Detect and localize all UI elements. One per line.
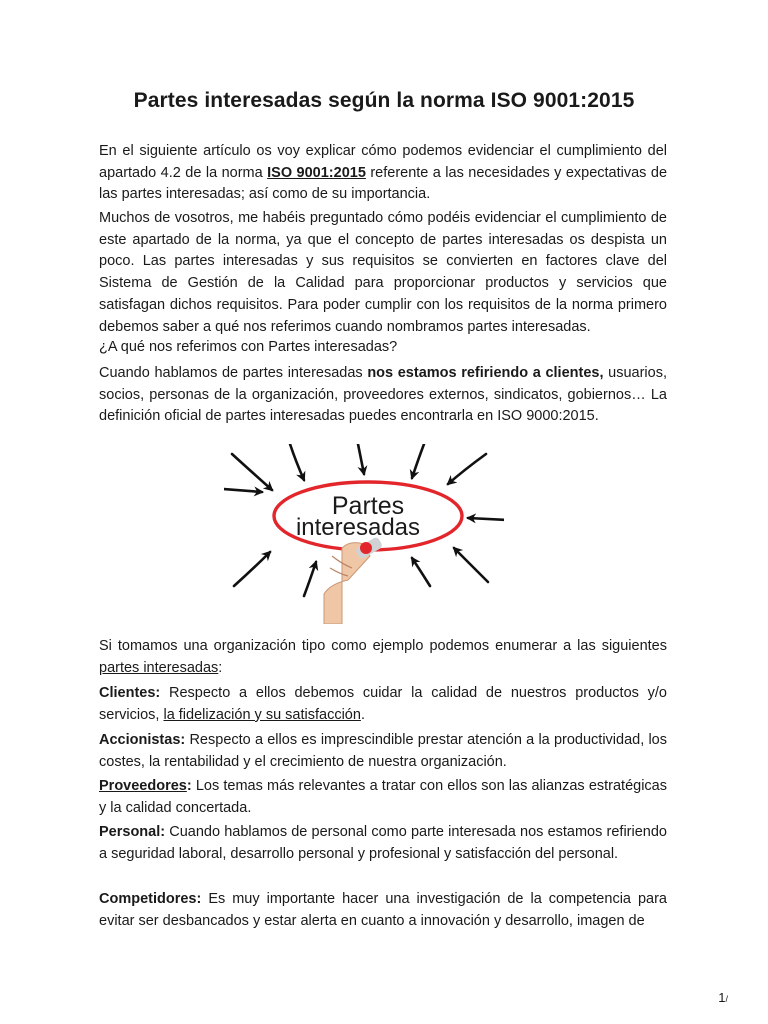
- intro-paragraph: [99, 141, 667, 206]
- intro-text: En el siguiente artículo os voy explicar cómo podemos evidenciar el cumplimiento del apartado 4.2 de la norma: [99, 143, 667, 181]
- iso-link[interactable]: ISO 9001:2015: [267, 164, 366, 181]
- accionistas-label: Accionistas:: [99, 732, 186, 748]
- definition-paragraph: [99, 363, 667, 428]
- proveedores-paragraph: [99, 776, 667, 819]
- proveedores-link[interactable]: Proveedores: [99, 778, 187, 794]
- clientes-text: Respecto a ellos debemos cuidar la calidad de nuestros productos y/o servicios,: [99, 685, 667, 723]
- question-paragraph: ¿A qué nos referimos con Partes interesadas?: [99, 339, 398, 355]
- enumerate-text: Si tomamos una organización tipo como ejemplo podemos enumerar a las siguientes: [99, 638, 667, 654]
- clientes-paragraph: [99, 683, 667, 726]
- hand-with-marker: [324, 536, 383, 624]
- page-number-slash: /: [725, 994, 728, 1004]
- page-number: [718, 990, 728, 1005]
- competidores-text: Es muy importante hacer una investigación de la competencia para evitar ser desbancados y estar alerta en cuanto a innovación y desarrollo, imagen de: [99, 891, 667, 929]
- competidores-paragraph: [99, 889, 667, 932]
- intro-text-end: referente a las necesidades y expectativas de las partes interesadas; así como de su importancia.: [99, 164, 668, 203]
- clientes-end: .: [360, 706, 365, 723]
- personal-paragraph: [99, 822, 667, 865]
- enumerate-colon: :: [218, 659, 223, 676]
- page-title: Partes interesadas según la norma ISO 9001:2015: [133, 89, 635, 112]
- proveedores-text: Los temas más relevantes a tratar con ellos son las alianzas estratégicas y la calidad concertada.: [99, 778, 667, 816]
- clientes-label: Clientes:: [99, 685, 161, 701]
- personal-text: Cuando hablamos de personal como parte interesada nos estamos refiriendo a seguridad laboral, desarrollo personal y profesional y satisfacción del personal.: [99, 824, 667, 862]
- page-number-value: 1: [718, 990, 726, 1005]
- personal-label: Personal:: [99, 824, 166, 840]
- enumerate-paragraph: [99, 636, 667, 679]
- fidelizacion-link[interactable]: la fidelización y su satisfacción: [163, 706, 361, 723]
- accionistas-paragraph: [99, 730, 667, 773]
- image-text-interesadas: interesadas: [295, 514, 421, 541]
- image-text-partes: Partes: [331, 492, 405, 520]
- definition-text-end: usuarios, socios, personas de la organización, proveedores externos, sindicatos, gobiernos… La definición oficial de partes interesadas puedes encontrarla en ISO 9000:2015.: [99, 365, 667, 425]
- partes-interesadas-illustration: [224, 444, 504, 624]
- definition-text: Cuando hablamos de partes interesadas: [99, 365, 368, 381]
- partes-interesadas-link[interactable]: partes interesadas: [99, 659, 219, 676]
- paragraph-2: Muchos de vosotros, me habéis preguntado cómo podéis evidenciar el cumplimiento de este apartado de la norma, ya que el concepto de partes interesadas os despista un poco. Las partes interesadas y sus requisitos se convierten en factores clave del Sistema de Gestión de la Calidad para proporcionar productos y servicios que satisfagan dichos requisitos. Para poder cumplir con los requisitos de la norma primero debemos saber a qué nos referimos cuando nombramos partes interesadas.: [99, 210, 667, 335]
- competidores-label: Competidores:: [99, 891, 202, 907]
- definition-bold: nos estamos refiriendo a clientes,: [367, 365, 604, 381]
- accionistas-text: Respecto a ellos es imprescindible prestar atención a la productividad, los costes, la rentabilidad y el crecimiento de nuestra organización.: [99, 732, 667, 770]
- proveedores-colon: :: [186, 778, 192, 794]
